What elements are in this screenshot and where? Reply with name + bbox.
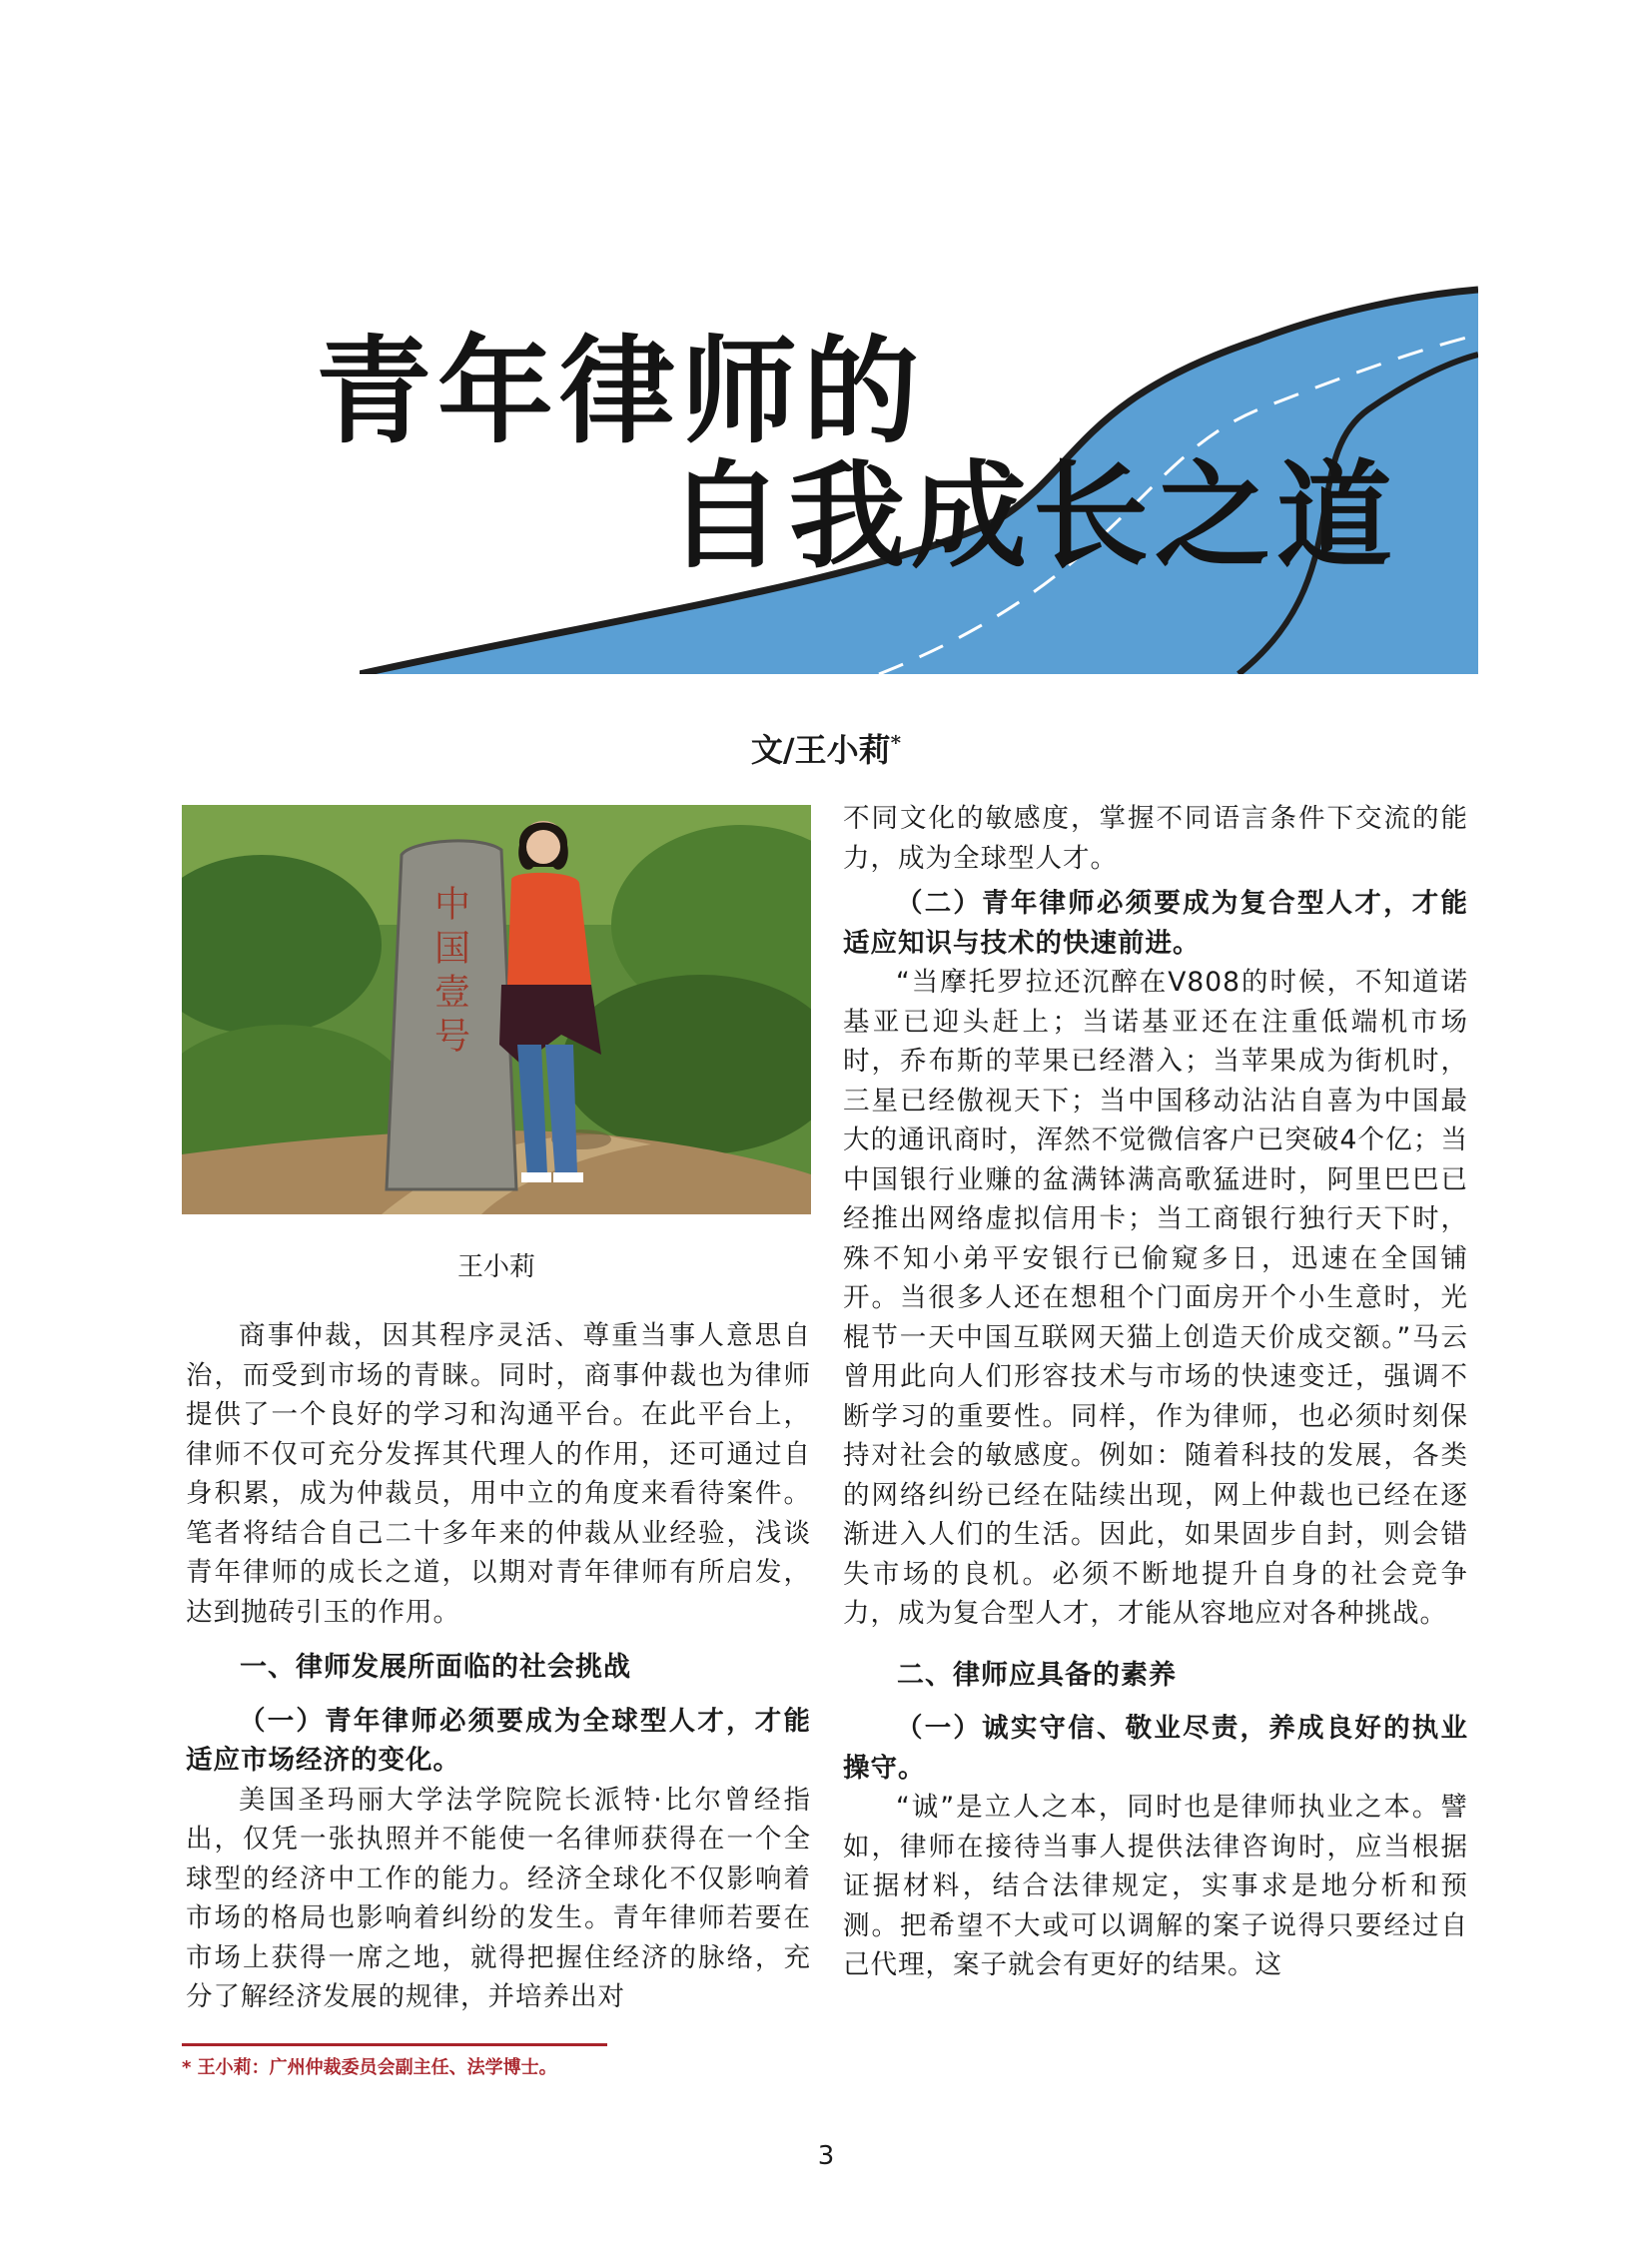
page-number: 3 [817, 2141, 835, 2171]
footnote-rule [182, 2043, 607, 2046]
section-2-heading: 二、律师应具备的素养 [897, 1659, 1177, 1691]
byline-footnote-mark: * [890, 730, 902, 755]
left-column [186, 1316, 811, 2017]
subsection-3-paragraph: “诚”是立人之本，同时也是律师执业之本。譬如，律师在接待当事人提供法律咨询时，应当根据证据材料，结合法律规定，实事求是地分析和预测。把希望不大或可以调解的案子说得只要经过自己代理，案子就会有更好的结果。这 [843, 1792, 1468, 1980]
stone-text: 中国壹号 [428, 885, 470, 1061]
author-photo [182, 805, 811, 1214]
continued-paragraph: 不同文化的敏感度，掌握不同语言条件下交流的能力，成为全球型人才。 [843, 803, 1468, 874]
section-1-heading: 一、律师发展所面临的社会挑战 [240, 1652, 631, 1683]
subsection-1-heading: （一）青年律师必须要成为全球型人才，才能适应市场经济的变化。 [186, 1705, 811, 1776]
subsection-1-paragraph: 美国圣玛丽大学法学院院长派特·比尔曾经指出，仅凭一张执照并不能使一名律师获得在一个全球型的经济中工作的能力。经济全球化不仅影响着市场的格局也影响着纠纷的发生。青年律师若要在市场上获得一席之地，就得把握住经济的脉络，充分了解经济发展的规律，并培养出对 [186, 1784, 811, 2012]
subsection-2-heading: （二）青年律师必须要成为复合型人才，才能适应知识与技术的快速前进。 [843, 888, 1468, 959]
byline [0, 725, 1652, 771]
byline-text: 文/王小莉 [750, 731, 891, 769]
subsection-2-paragraph: “当摩托罗拉还沉醉在V808的时候，不知道诺基亚已迎头赶上；当诺基亚还在注重低端机市场时，乔布斯的苹果已经潜入；当苹果成为街机时，三星已经傲视天下；当中国移动沾沾自喜为中国最大的通讯商时，浑然不觉微信客户已突破4个亿；当中国银行业赚的盆满钵满高歌猛进时，阿里巴巴已经推出网络虚拟信用卡；当工商银行独行天下时，殊不知小弟平安银行已偷窥多日，迅速在全国铺开。当很多人还在想租个门面房开个小生意时，光棍节一天中国互联网天猫上创造天价成交额。”马云曾用此向人们形容技术与市场的快速变迁，强调不断学习的重要性。同样，作为律师，也必须时刻保持对社会的敏感度。例如：随着科技的发展，各类的网络纠纷已经在陆续出现，网上仲裁也已经在逐渐进入人们的生活。因此，如果固步自封，则会错失市场的良机。必须不断地提升自身的社会竞争力，成为复合型人才，才能从容地应对各种挑战。 [843, 967, 1468, 1629]
footnote: * 王小莉：广州仲裁委员会副主任、法学博士。 [182, 2057, 557, 2078]
title-line-1: 青年律师的 [316, 325, 925, 459]
title-line-2: 自我成长之道 [667, 449, 1398, 584]
subsection-3-heading: （一）诚实守信、敬业尽责，养成良好的执业操守。 [843, 1713, 1468, 1784]
photo-caption: 王小莉 [456, 1252, 535, 1282]
intro-paragraph: 商事仲裁，因其程序灵活、尊重当事人意思自治，而受到市场的青睐。同时，商事仲裁也为律师提供了一个良好的学习和沟通平台。在此平台上，律师不仅可充分发挥其代理人的作用，还可通过自身积累，成为仲裁员，用中立的角度来看待案件。笔者将结合自己二十多年来的仲裁从业经验，浅谈青年律师的成长之道，以期对青年律师有所启发，达到抛砖引玉的作用。 [186, 1320, 811, 1628]
right-column [843, 799, 1468, 1985]
